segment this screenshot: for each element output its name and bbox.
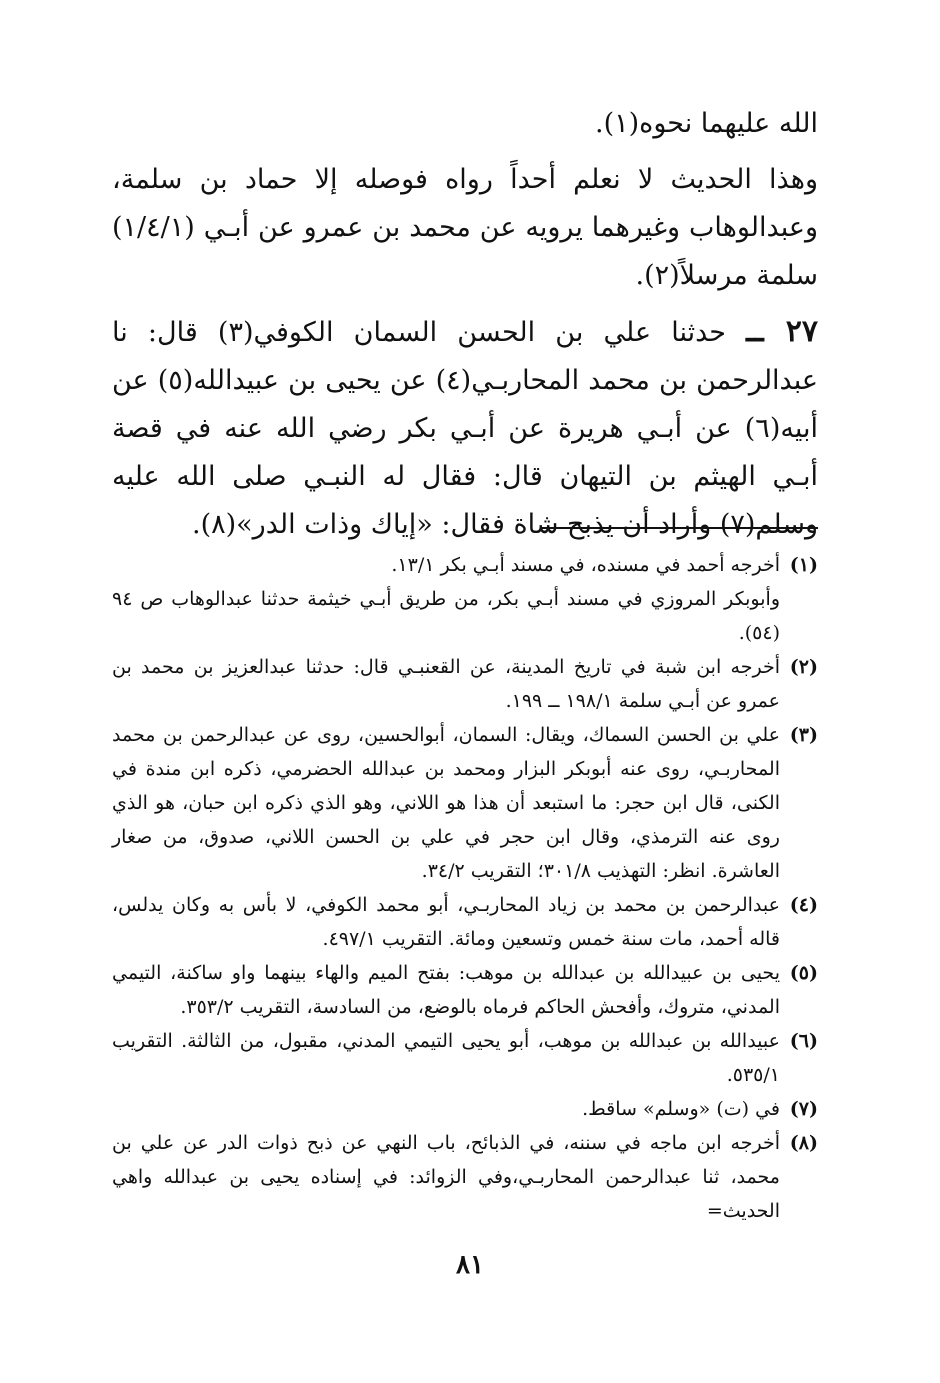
footnote-number: (٣) — [789, 724, 818, 746]
footnote-2 — [112, 650, 818, 718]
footnote-number: (١) — [789, 554, 818, 576]
footnote-text — [112, 1024, 780, 1092]
footnote-8 — [112, 1126, 818, 1228]
hadith-number: ٢٧ ــ — [746, 314, 818, 349]
footnote-line: يحيى بن عبيدالله بن عبدالله بن موهب: بفتح الميم والهاء بينهما واو ساكنة، التيمي المدني، متروك، وأفحش الحاكم فرماه بالوضع، من السادسة، التقريب ٣٥٣/٢. — [112, 962, 780, 1018]
footnote-number: (٢) — [789, 656, 818, 678]
footnote-text — [112, 718, 780, 888]
footnote-text — [112, 1092, 780, 1126]
page-number: ٨١ — [456, 1250, 484, 1280]
footnote-number: (٨) — [789, 1132, 818, 1154]
footnote-line: أخرجه ابن ماجه في سننه، في الذبائح، باب النهي عن ذبح ذوات الدر عن علي بن محمد، ثنا عبدالرحمن المحاربـي،وفي الزوائد: في إسناده يحيى بن عبدالله واهي الحديث= — [112, 1132, 780, 1222]
footnote-line: أخرجه أحمد في مسنده، في مسند أبـي بكر ١٣/١. — [391, 554, 780, 576]
footnotes — [112, 548, 818, 1228]
footnote-line: وأبوبكر المروزي في مسند أبـي بكر، من طريق أبـي خيثمة حدثنا عبدالوهاب ص ٩٤ (٥٤). — [112, 588, 780, 644]
footnote-6 — [112, 1024, 818, 1092]
paragraph-2 — [112, 308, 818, 549]
hadith-text: حدثنا علي بن الحسن السمان الكوفي(٣) قال: نا عبدالرحمن بن محمد المحاربـي(٤) عن يحيى بن عبيدالله(٥) عن أبيه(٦) عن أبـي هريرة عن أبـي بكر رضي الله عنه في قصة أبـي الهيثم بن التيهان قال: فقال له النبـي صلى الله عليه وسلم(٧) وأراد أن يذبح شاة فقال: «إياك وذات الدر»(٨). — [112, 317, 818, 540]
footnote-line: علي بن الحسن السماك، ويقال: السمان، أبوالحسين، روى عن عبدالرحمن بن محمد المحاربـي، روى عنه أبوبكر البزار ومحمد بن عبدالله الحضرمي، ذكره ابن مندة في الكنى، قال ابن حجر: ما استبعد أن هذا هو اللاني، وهو الذي ذكره ابن حبان، هو الذي روى عنه الترمذي، وقال ابن حجر في علي بن الحسن اللاني، صدوق، من صغار العاشرة. انظر: التهذيب ٣٠١/٨؛ التقريب ٣٤/٢. — [112, 724, 780, 882]
footnote-line: في (ت) «وسلم» ساقط. — [582, 1098, 780, 1120]
footnote-3 — [112, 718, 818, 888]
footnote-text — [112, 956, 780, 1024]
footnote-number: (٥) — [789, 962, 818, 984]
line-continuation: الله عليهما نحوه(١). — [595, 108, 818, 139]
footnote-text — [112, 650, 780, 718]
footnote-line: أخرجه ابن شبة في تاريخ المدينة، عن القعنبـي قال: حدثنا عبدالعزيز بن محمد بن عمرو عن أبـي سلمة ١٩٨/١ ــ ١٩٩. — [112, 656, 780, 712]
footnote-number: (٦) — [789, 1030, 818, 1052]
footnote-text — [112, 1126, 780, 1228]
footnote-text — [112, 888, 780, 956]
footnote-line: عبدالرحمن بن محمد بن زياد المحاربـي، أبو محمد الكوفي، لا بأس به وكان يدلس، قاله أحمد، مات سنة خمس وتسعين ومائة. التقريب ٤٩٧/١. — [112, 894, 780, 950]
footnote-5 — [112, 956, 818, 1024]
footnote-7 — [112, 1092, 818, 1126]
footnote-text — [112, 548, 780, 650]
footnote-4 — [112, 888, 818, 956]
footnote-number: (٤) — [789, 894, 818, 916]
main-text — [112, 100, 818, 549]
footnote-number: (٧) — [789, 1098, 818, 1120]
footnote-line: عبيدالله بن عبدالله بن موهب، أبو يحيى التيمي المدني، مقبول، من الثالثة. التقريب ٥٣٥/١. — [112, 1030, 780, 1086]
paragraph-1: وهذا الحديث لا نعلم أحداً رواه فوصله إلا حماد بن سلمة، وعبدالوهاب وغيرهما يرويه عن محمد بن عمرو عن أبـي (١/٤/١) سلمة مرسلاً(٢). — [112, 164, 818, 291]
footnote-1 — [112, 548, 818, 650]
footnote-separator — [540, 527, 818, 529]
